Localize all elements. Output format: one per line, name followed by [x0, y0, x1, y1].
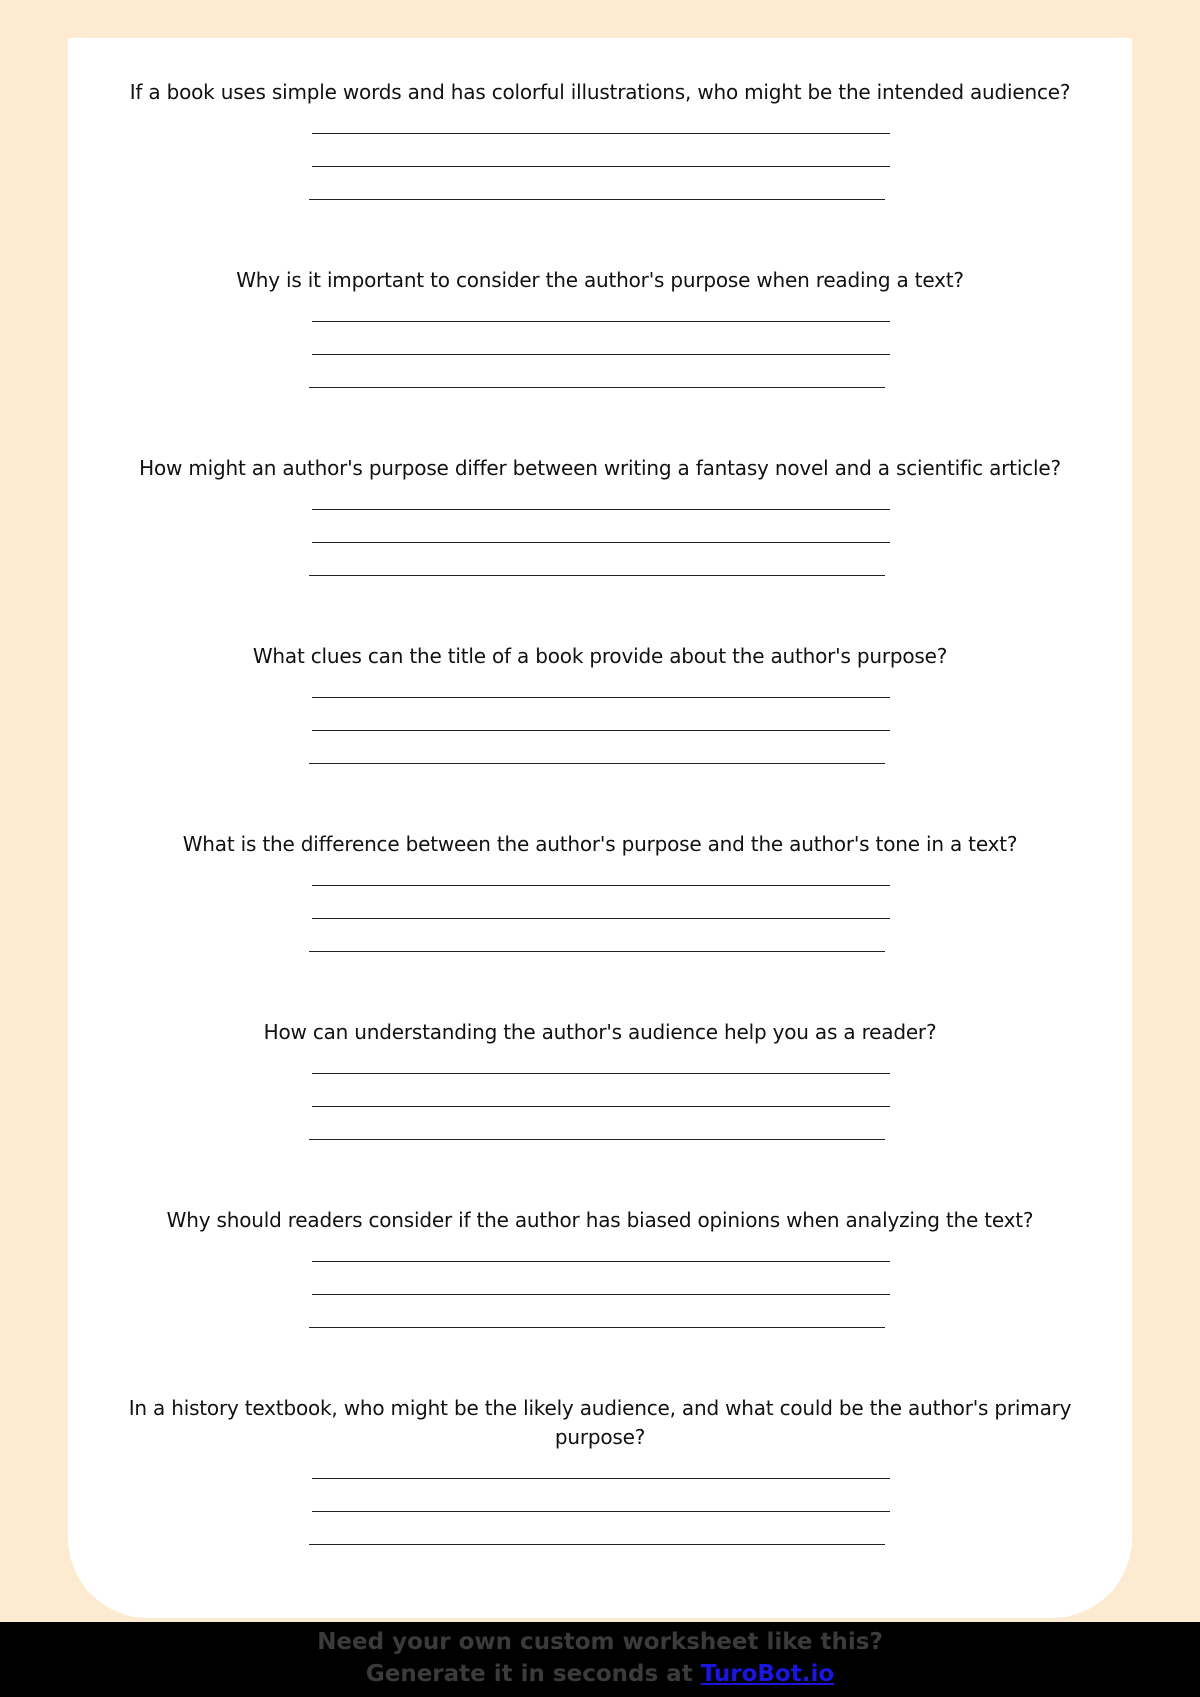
answer-line[interactable] — [309, 199, 885, 200]
answer-line[interactable] — [312, 1478, 890, 1479]
question-item — [68, 830, 1132, 952]
answer-line[interactable] — [312, 1073, 890, 1074]
answer-line[interactable] — [312, 133, 890, 134]
question-text: How might an author's purpose differ between writing a fantasy novel and a scientific article? — [139, 456, 1061, 480]
question-text: Why should readers consider if the author has biased opinions when analyzing the text? — [166, 1208, 1034, 1232]
answer-line[interactable] — [309, 763, 885, 764]
question-text: What clues can the title of a book provide about the author's purpose? — [252, 644, 948, 668]
question-text: How can understanding the author's audience help you as a reader? — [263, 1020, 937, 1044]
question-item — [68, 78, 1132, 200]
footer-line-2-prefix: Generate it in seconds at — [365, 1661, 701, 1687]
answer-line[interactable] — [312, 321, 890, 322]
question-item — [68, 1394, 1132, 1545]
answer-line[interactable] — [312, 1511, 890, 1512]
question-item — [68, 1206, 1132, 1328]
answer-line[interactable] — [312, 697, 890, 698]
question-text: In a history textbook, who might be the likely audience, and what could be the author's primary purpose? — [128, 1396, 1072, 1449]
question-item — [68, 454, 1132, 576]
promo-footer — [0, 1622, 1200, 1697]
answer-line[interactable] — [312, 354, 890, 355]
question-item — [68, 1018, 1132, 1140]
answer-line[interactable] — [312, 885, 890, 886]
question-text: If a book uses simple words and has colorful illustrations, who might be the intended audience? — [129, 80, 1071, 104]
footer-line-1: Need your own custom worksheet like this? — [317, 1629, 883, 1655]
answer-line[interactable] — [312, 509, 890, 510]
answer-line[interactable] — [312, 1294, 890, 1295]
answer-line[interactable] — [309, 1139, 885, 1140]
answer-line[interactable] — [312, 730, 890, 731]
answer-line[interactable] — [312, 1261, 890, 1262]
answer-line[interactable] — [312, 166, 890, 167]
answer-line[interactable] — [309, 1327, 885, 1328]
question-item — [68, 266, 1132, 388]
answer-line[interactable] — [309, 951, 885, 952]
turobot-link[interactable]: TuroBot.io — [700, 1661, 835, 1687]
question-text: Why is it important to consider the author's purpose when reading a text? — [236, 268, 964, 292]
footer-line-2 — [0, 1658, 1200, 1690]
answer-line[interactable] — [309, 387, 885, 388]
worksheet-sheet — [68, 38, 1132, 1618]
answer-line[interactable] — [312, 1106, 890, 1107]
answer-line[interactable] — [312, 542, 890, 543]
answer-line[interactable] — [309, 575, 885, 576]
question-item — [68, 642, 1132, 764]
question-text: What is the difference between the author's purpose and the author's tone in a text? — [182, 832, 1018, 856]
answer-line[interactable] — [312, 918, 890, 919]
answer-line[interactable] — [309, 1544, 885, 1545]
